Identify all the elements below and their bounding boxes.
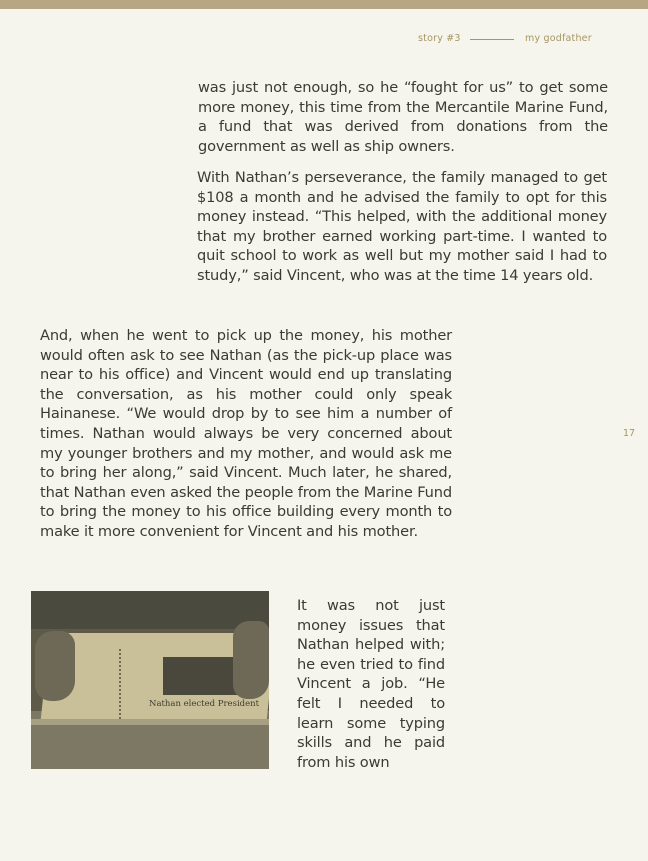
- album-edge: [31, 719, 269, 725]
- story-number: story #3: [418, 33, 461, 44]
- story-title: my godfather: [525, 33, 592, 44]
- right-hand: [233, 621, 269, 699]
- photo-hands-holding-album: [31, 591, 269, 769]
- paragraph-2: With Nathan’s perseverance, the family managed to get $108 a month and he advised the family to opt for this money instead. “This helped, with the additional money that my brother earned working part-time. I wanted to quit school to work as well but my mother said I had to study,” said Vincent, who was at the time 14 years old.: [197, 169, 607, 284]
- left-hand: [35, 631, 75, 701]
- paragraph-1: was just not enough, so he “fought for us” to get some more money, this time from the Mercantile Marine Fund, a fund that was derived from donations from the government as well as ship owners.: [198, 79, 608, 155]
- header-divider: [470, 39, 514, 40]
- running-header: [418, 33, 618, 47]
- newspaper-clipping-photo: [163, 657, 243, 695]
- paragraph-4: It was not just money issues that Nathan helped with; he even tried to find Vincent a job. “He felt I needed to learn some typing skills and he paid from his own: [297, 597, 445, 771]
- page-number: 17: [623, 428, 636, 439]
- album-spiral-binding: [119, 649, 125, 719]
- top-color-band: [0, 0, 648, 9]
- photo-background: [31, 591, 269, 629]
- clipping-headline: Nathan elected President: [149, 699, 260, 709]
- paragraph-3: And, when he went to pick up the money, his mother would often ask to see Nathan (as the pick-up place was near to his office) and Vincent would end up translating the conversation, as his mother could only speak Hainanese. “We would drop by to see him a number of times. Nathan would always be very concerned about my younger brothers and my mother, and would ask me to bring her along,” said Vincent. Much later, he shared, that Nathan even asked the people from the Marine Fund to bring the money to his office building every month to make it more convenient for Vincent and his mother.: [40, 327, 452, 540]
